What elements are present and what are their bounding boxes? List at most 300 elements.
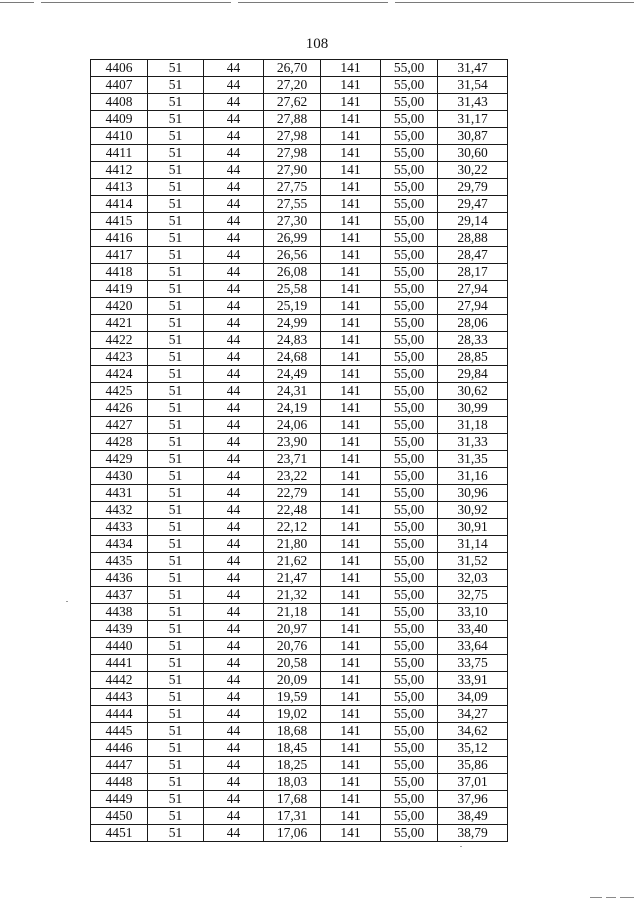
- table-row: [91, 808, 508, 825]
- cell-a: 51: [148, 162, 204, 179]
- cell-a: 51: [148, 808, 204, 825]
- cell-b: 44: [204, 655, 264, 672]
- cell-e: 55,00: [381, 111, 438, 128]
- cell-id: 4414: [91, 196, 148, 213]
- cell-f: 27,94: [438, 298, 508, 315]
- cell-f: 33,10: [438, 604, 508, 621]
- cell-id: 4435: [91, 553, 148, 570]
- table-row: [91, 332, 508, 349]
- cell-b: 44: [204, 383, 264, 400]
- cell-f: 31,47: [438, 60, 508, 77]
- cell-d: 141: [321, 723, 381, 740]
- cell-f: 31,52: [438, 553, 508, 570]
- table-row: [91, 400, 508, 417]
- top-rule-segment: [395, 2, 634, 3]
- cell-c: 23,71: [264, 451, 321, 468]
- cell-f: 33,75: [438, 655, 508, 672]
- cell-c: 27,62: [264, 94, 321, 111]
- cell-f: 34,27: [438, 706, 508, 723]
- table-row: [91, 536, 508, 553]
- page-top-rule: [0, 2, 634, 3]
- cell-d: 141: [321, 162, 381, 179]
- cell-id: 4446: [91, 740, 148, 757]
- cell-id: 4421: [91, 315, 148, 332]
- cell-c: 21,62: [264, 553, 321, 570]
- cell-id: 4428: [91, 434, 148, 451]
- table-row: [91, 128, 508, 145]
- cell-b: 44: [204, 757, 264, 774]
- cell-b: 44: [204, 281, 264, 298]
- cell-d: 141: [321, 434, 381, 451]
- cell-d: 141: [321, 111, 381, 128]
- table-row: [91, 94, 508, 111]
- cell-c: 27,88: [264, 111, 321, 128]
- cell-d: 141: [321, 60, 381, 77]
- cell-id: 4436: [91, 570, 148, 587]
- cell-d: 141: [321, 332, 381, 349]
- cell-id: 4420: [91, 298, 148, 315]
- cell-a: 51: [148, 621, 204, 638]
- cell-e: 55,00: [381, 621, 438, 638]
- cell-f: 35,12: [438, 740, 508, 757]
- cell-f: 29,47: [438, 196, 508, 213]
- cell-d: 141: [321, 740, 381, 757]
- cell-id: 4433: [91, 519, 148, 536]
- cell-b: 44: [204, 706, 264, 723]
- cell-a: 51: [148, 366, 204, 383]
- cell-b: 44: [204, 553, 264, 570]
- cell-e: 55,00: [381, 740, 438, 757]
- cell-c: 21,32: [264, 587, 321, 604]
- cell-f: 30,92: [438, 502, 508, 519]
- cell-f: 30,62: [438, 383, 508, 400]
- cell-a: 51: [148, 706, 204, 723]
- cell-d: 141: [321, 791, 381, 808]
- cell-f: 28,33: [438, 332, 508, 349]
- cell-b: 44: [204, 604, 264, 621]
- cell-a: 51: [148, 502, 204, 519]
- cell-id: 4437: [91, 587, 148, 604]
- cell-d: 141: [321, 825, 381, 842]
- cell-d: 141: [321, 213, 381, 230]
- cell-b: 44: [204, 536, 264, 553]
- cell-id: 4445: [91, 723, 148, 740]
- cell-f: 38,49: [438, 808, 508, 825]
- cell-e: 55,00: [381, 774, 438, 791]
- cell-f: 31,35: [438, 451, 508, 468]
- cell-b: 44: [204, 740, 264, 757]
- table-row: [91, 417, 508, 434]
- cell-f: 30,91: [438, 519, 508, 536]
- cell-e: 55,00: [381, 706, 438, 723]
- cell-f: 28,17: [438, 264, 508, 281]
- cell-a: 51: [148, 825, 204, 842]
- cell-d: 141: [321, 366, 381, 383]
- cell-d: 141: [321, 638, 381, 655]
- table-row: [91, 672, 508, 689]
- cell-d: 141: [321, 519, 381, 536]
- table-row: [91, 281, 508, 298]
- cell-f: 28,47: [438, 247, 508, 264]
- cell-f: 30,99: [438, 400, 508, 417]
- cell-a: 51: [148, 757, 204, 774]
- cell-e: 55,00: [381, 366, 438, 383]
- cell-c: 22,12: [264, 519, 321, 536]
- cell-id: 4444: [91, 706, 148, 723]
- cell-a: 51: [148, 672, 204, 689]
- table-row: [91, 638, 508, 655]
- cell-f: 32,03: [438, 570, 508, 587]
- corner-mark-segment: [620, 897, 634, 898]
- cell-c: 26,08: [264, 264, 321, 281]
- cell-c: 24,99: [264, 315, 321, 332]
- cell-a: 51: [148, 281, 204, 298]
- table-row: [91, 485, 508, 502]
- cell-a: 51: [148, 94, 204, 111]
- cell-c: 26,56: [264, 247, 321, 264]
- cell-b: 44: [204, 264, 264, 281]
- cell-e: 55,00: [381, 655, 438, 672]
- cell-d: 141: [321, 536, 381, 553]
- cell-id: 4438: [91, 604, 148, 621]
- cell-id: 4424: [91, 366, 148, 383]
- cell-f: 37,01: [438, 774, 508, 791]
- cell-f: 28,88: [438, 230, 508, 247]
- table-row: [91, 349, 508, 366]
- cell-a: 51: [148, 145, 204, 162]
- cell-e: 55,00: [381, 383, 438, 400]
- cell-f: 31,18: [438, 417, 508, 434]
- cell-f: 37,96: [438, 791, 508, 808]
- cell-c: 17,68: [264, 791, 321, 808]
- cell-b: 44: [204, 298, 264, 315]
- cell-f: 31,17: [438, 111, 508, 128]
- cell-id: 4450: [91, 808, 148, 825]
- cell-b: 44: [204, 451, 264, 468]
- cell-c: 18,45: [264, 740, 321, 757]
- cell-e: 55,00: [381, 77, 438, 94]
- cell-a: 51: [148, 400, 204, 417]
- cell-f: 28,85: [438, 349, 508, 366]
- table-row: [91, 570, 508, 587]
- table-body: [91, 60, 508, 842]
- cell-f: 30,96: [438, 485, 508, 502]
- cell-e: 55,00: [381, 604, 438, 621]
- cell-id: 4410: [91, 128, 148, 145]
- cell-a: 51: [148, 417, 204, 434]
- cell-b: 44: [204, 825, 264, 842]
- table-row: [91, 706, 508, 723]
- cell-d: 141: [321, 400, 381, 417]
- cell-a: 51: [148, 230, 204, 247]
- cell-c: 27,90: [264, 162, 321, 179]
- cell-c: 17,31: [264, 808, 321, 825]
- cell-f: 29,14: [438, 213, 508, 230]
- cell-id: 4406: [91, 60, 148, 77]
- cell-b: 44: [204, 179, 264, 196]
- cell-c: 27,98: [264, 128, 321, 145]
- table-row: [91, 774, 508, 791]
- cell-d: 141: [321, 553, 381, 570]
- top-rule-segment: [0, 2, 34, 3]
- cell-id: 4415: [91, 213, 148, 230]
- cell-d: 141: [321, 230, 381, 247]
- table-row: [91, 60, 508, 77]
- cell-a: 51: [148, 213, 204, 230]
- cell-id: 4443: [91, 689, 148, 706]
- cell-e: 55,00: [381, 434, 438, 451]
- cell-d: 141: [321, 128, 381, 145]
- cell-a: 51: [148, 315, 204, 332]
- cell-e: 55,00: [381, 179, 438, 196]
- cell-e: 55,00: [381, 757, 438, 774]
- table-row: [91, 655, 508, 672]
- cell-d: 141: [321, 383, 381, 400]
- cell-b: 44: [204, 230, 264, 247]
- cell-c: 22,79: [264, 485, 321, 502]
- cell-id: 4426: [91, 400, 148, 417]
- table-row: [91, 825, 508, 842]
- top-rule-segment: [41, 2, 231, 3]
- cell-id: 4413: [91, 179, 148, 196]
- cell-e: 55,00: [381, 825, 438, 842]
- cell-id: 4418: [91, 264, 148, 281]
- table-row: [91, 689, 508, 706]
- table-row: [91, 179, 508, 196]
- table-row: [91, 247, 508, 264]
- cell-e: 55,00: [381, 349, 438, 366]
- cell-d: 141: [321, 621, 381, 638]
- table-row: [91, 213, 508, 230]
- cell-d: 141: [321, 145, 381, 162]
- cell-c: 27,75: [264, 179, 321, 196]
- top-rule-segment: [238, 2, 388, 3]
- cell-c: 25,19: [264, 298, 321, 315]
- cell-f: 34,09: [438, 689, 508, 706]
- table-row: [91, 502, 508, 519]
- cell-d: 141: [321, 281, 381, 298]
- table-row: [91, 77, 508, 94]
- cell-f: 31,43: [438, 94, 508, 111]
- cell-b: 44: [204, 400, 264, 417]
- cell-a: 51: [148, 128, 204, 145]
- cell-a: 51: [148, 434, 204, 451]
- cell-c: 22,48: [264, 502, 321, 519]
- table-row: [91, 366, 508, 383]
- cell-e: 55,00: [381, 298, 438, 315]
- cell-b: 44: [204, 519, 264, 536]
- cell-b: 44: [204, 723, 264, 740]
- cell-b: 44: [204, 485, 264, 502]
- cell-e: 55,00: [381, 128, 438, 145]
- cell-b: 44: [204, 349, 264, 366]
- cell-c: 18,25: [264, 757, 321, 774]
- cell-id: 4447: [91, 757, 148, 774]
- cell-c: 20,76: [264, 638, 321, 655]
- cell-c: 19,02: [264, 706, 321, 723]
- cell-c: 26,99: [264, 230, 321, 247]
- cell-d: 141: [321, 808, 381, 825]
- cell-a: 51: [148, 774, 204, 791]
- cell-e: 55,00: [381, 451, 438, 468]
- cell-id: 4416: [91, 230, 148, 247]
- table-row: [91, 434, 508, 451]
- cell-a: 51: [148, 111, 204, 128]
- table-row: [91, 162, 508, 179]
- cell-f: 32,75: [438, 587, 508, 604]
- cell-e: 55,00: [381, 196, 438, 213]
- page-number: 108: [305, 36, 329, 52]
- cell-e: 55,00: [381, 145, 438, 162]
- cell-a: 51: [148, 179, 204, 196]
- cell-a: 51: [148, 655, 204, 672]
- cell-a: 51: [148, 468, 204, 485]
- cell-f: 33,64: [438, 638, 508, 655]
- cell-a: 51: [148, 383, 204, 400]
- cell-d: 141: [321, 485, 381, 502]
- data-table: [90, 59, 508, 842]
- corner-mark-segment: [606, 897, 616, 898]
- cell-d: 141: [321, 570, 381, 587]
- cell-e: 55,00: [381, 400, 438, 417]
- cell-f: 33,91: [438, 672, 508, 689]
- cell-b: 44: [204, 366, 264, 383]
- cell-c: 24,83: [264, 332, 321, 349]
- cell-e: 55,00: [381, 247, 438, 264]
- cell-f: 33,40: [438, 621, 508, 638]
- cell-c: 20,58: [264, 655, 321, 672]
- cell-id: 4417: [91, 247, 148, 264]
- table-row: [91, 468, 508, 485]
- cell-e: 55,00: [381, 587, 438, 604]
- cell-a: 51: [148, 740, 204, 757]
- cell-c: 20,09: [264, 672, 321, 689]
- table-row: [91, 111, 508, 128]
- cell-f: 38,79: [438, 825, 508, 842]
- cell-d: 141: [321, 94, 381, 111]
- cell-d: 141: [321, 77, 381, 94]
- cell-d: 141: [321, 672, 381, 689]
- cell-a: 51: [148, 723, 204, 740]
- table-row: [91, 264, 508, 281]
- cell-id: 4439: [91, 621, 148, 638]
- cell-a: 51: [148, 264, 204, 281]
- table-row: [91, 519, 508, 536]
- cell-c: 27,30: [264, 213, 321, 230]
- cell-b: 44: [204, 672, 264, 689]
- scan-speck: [460, 846, 462, 847]
- cell-f: 30,87: [438, 128, 508, 145]
- cell-c: 24,68: [264, 349, 321, 366]
- cell-b: 44: [204, 791, 264, 808]
- cell-d: 141: [321, 757, 381, 774]
- cell-id: 4429: [91, 451, 148, 468]
- cell-a: 51: [148, 196, 204, 213]
- table-row: [91, 740, 508, 757]
- cell-id: 4409: [91, 111, 148, 128]
- cell-e: 55,00: [381, 281, 438, 298]
- table-row: [91, 383, 508, 400]
- cell-c: 21,80: [264, 536, 321, 553]
- cell-c: 24,31: [264, 383, 321, 400]
- cell-id: 4442: [91, 672, 148, 689]
- cell-f: 31,33: [438, 434, 508, 451]
- cell-b: 44: [204, 111, 264, 128]
- table-row: [91, 723, 508, 740]
- cell-d: 141: [321, 315, 381, 332]
- cell-b: 44: [204, 638, 264, 655]
- cell-e: 55,00: [381, 570, 438, 587]
- cell-a: 51: [148, 77, 204, 94]
- cell-b: 44: [204, 808, 264, 825]
- cell-c: 20,97: [264, 621, 321, 638]
- cell-id: 4422: [91, 332, 148, 349]
- cell-c: 25,58: [264, 281, 321, 298]
- cell-a: 51: [148, 60, 204, 77]
- cell-e: 55,00: [381, 417, 438, 434]
- cell-b: 44: [204, 128, 264, 145]
- table-row: [91, 315, 508, 332]
- cell-d: 141: [321, 417, 381, 434]
- cell-b: 44: [204, 689, 264, 706]
- cell-e: 55,00: [381, 672, 438, 689]
- table-row: [91, 604, 508, 621]
- cell-b: 44: [204, 434, 264, 451]
- cell-f: 28,06: [438, 315, 508, 332]
- cell-id: 4425: [91, 383, 148, 400]
- cell-d: 141: [321, 774, 381, 791]
- table-row: [91, 451, 508, 468]
- cell-d: 141: [321, 604, 381, 621]
- cell-b: 44: [204, 502, 264, 519]
- corner-mark-segment: [590, 897, 602, 898]
- table-row: [91, 298, 508, 315]
- table-row: [91, 553, 508, 570]
- cell-f: 29,84: [438, 366, 508, 383]
- cell-e: 55,00: [381, 808, 438, 825]
- cell-a: 51: [148, 689, 204, 706]
- cell-a: 51: [148, 451, 204, 468]
- scan-speck: [66, 601, 68, 602]
- cell-id: 4408: [91, 94, 148, 111]
- cell-b: 44: [204, 332, 264, 349]
- cell-b: 44: [204, 94, 264, 111]
- cell-c: 21,18: [264, 604, 321, 621]
- cell-c: 24,49: [264, 366, 321, 383]
- table-row: [91, 196, 508, 213]
- table-row: [91, 230, 508, 247]
- cell-a: 51: [148, 349, 204, 366]
- cell-a: 51: [148, 298, 204, 315]
- cell-c: 18,03: [264, 774, 321, 791]
- cell-f: 29,79: [438, 179, 508, 196]
- cell-b: 44: [204, 145, 264, 162]
- cell-c: 18,68: [264, 723, 321, 740]
- cell-f: 30,22: [438, 162, 508, 179]
- cell-e: 55,00: [381, 723, 438, 740]
- cell-c: 27,20: [264, 77, 321, 94]
- cell-e: 55,00: [381, 791, 438, 808]
- cell-c: 24,06: [264, 417, 321, 434]
- cell-e: 55,00: [381, 689, 438, 706]
- cell-b: 44: [204, 315, 264, 332]
- cell-e: 55,00: [381, 553, 438, 570]
- cell-id: 4432: [91, 502, 148, 519]
- cell-d: 141: [321, 179, 381, 196]
- cell-c: 27,98: [264, 145, 321, 162]
- cell-c: 17,06: [264, 825, 321, 842]
- cell-f: 35,86: [438, 757, 508, 774]
